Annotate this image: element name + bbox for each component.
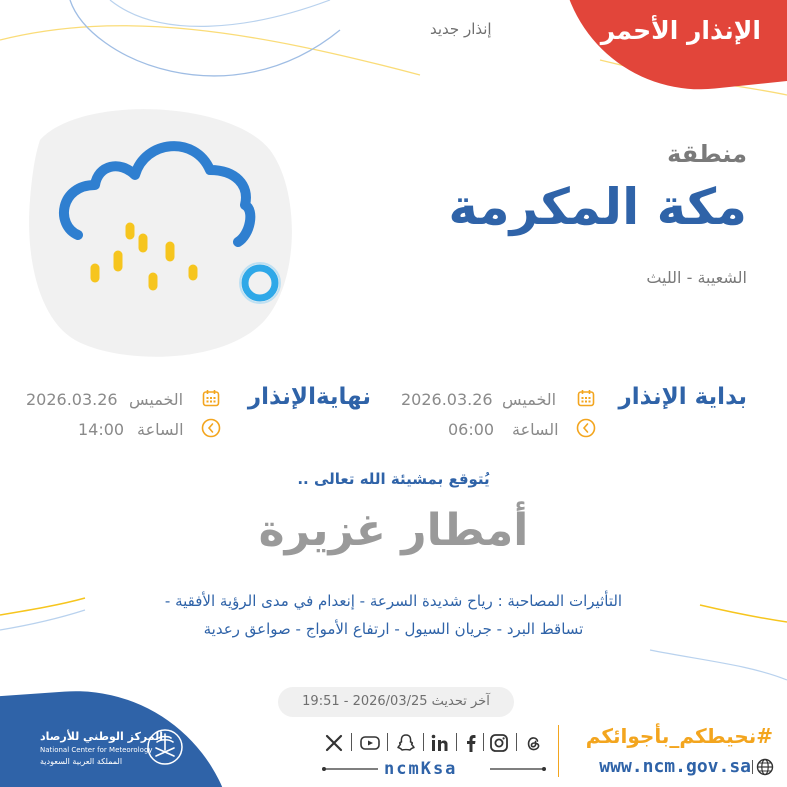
website-link[interactable]: www.ncm.gov.sa <box>599 756 751 777</box>
threads-icon[interactable] <box>523 733 543 753</box>
ncm-name-en: National Center for Meteorology <box>40 746 153 754</box>
cloud-rain-icon <box>50 130 290 310</box>
footer-divider <box>558 725 559 777</box>
forecast-intro: يُتوقع بمشيئة الله تعالى .. <box>297 470 490 488</box>
snapchat-icon[interactable] <box>396 733 416 753</box>
alert-end-time: 14:00 <box>78 420 125 439</box>
clock-icon <box>576 418 596 438</box>
alert-start-time: 06:00 <box>448 420 495 439</box>
divider <box>516 733 517 751</box>
linkedin-icon[interactable] <box>430 733 450 753</box>
divider <box>456 733 457 751</box>
region-label: منطقة <box>667 140 747 168</box>
divider <box>752 760 753 774</box>
new-alert-label: إنذار جديد <box>430 20 492 38</box>
alert-end-day: الخميس <box>129 390 184 409</box>
alert-end-time-label: الساعة <box>137 420 184 439</box>
ncm-name-ar: المركز الوطني للأرصاد <box>40 730 164 743</box>
forecast-effects-line1: التأثيرات المصاحبة : رياح شديدة السرعة - إنعدام في مدى الرؤية الأفقية - <box>164 592 623 610</box>
calendar-icon <box>577 389 595 407</box>
facebook-icon[interactable] <box>461 733 481 753</box>
divider <box>351 733 352 751</box>
alert-start-day: الخميس <box>502 390 557 409</box>
forecast-condition: أمطار غزيرة <box>258 505 529 556</box>
alert-start-time-label: الساعة <box>512 420 559 439</box>
alert-end-date: 2026.03.26 <box>26 390 118 409</box>
x-icon[interactable] <box>324 733 344 753</box>
sub-areas: الشعيبة - الليث <box>646 268 747 287</box>
clock-icon <box>201 418 221 438</box>
red-alert-badge: الإنذار الأحمر <box>600 16 761 45</box>
divider <box>483 733 484 751</box>
youtube-icon[interactable] <box>360 733 380 753</box>
ncm-country: المملكة العربية السعودية <box>40 757 123 766</box>
divider <box>423 733 424 751</box>
divider <box>387 733 388 751</box>
globe-icon <box>756 758 774 776</box>
social-handle[interactable]: ncmKsa <box>384 759 458 779</box>
forecast-effects-line2: تساقط البرد - جريان السيول - ارتفاع الأمواج - صواعق رعدية <box>203 620 584 638</box>
calendar-icon <box>202 389 220 407</box>
alert-end-label: نهايةالإنذار <box>247 384 371 410</box>
region-name: مكة المكرمة <box>448 178 747 236</box>
instagram-icon[interactable] <box>489 733 509 753</box>
alert-start-date: 2026.03.26 <box>401 390 493 409</box>
last-update: آخر تحديث 2026/03/25 - 19:51 <box>278 687 514 717</box>
alert-start-label: بداية الإنذار <box>618 384 747 410</box>
hashtag: #نحيطكم_بأجوائكم <box>585 724 773 748</box>
